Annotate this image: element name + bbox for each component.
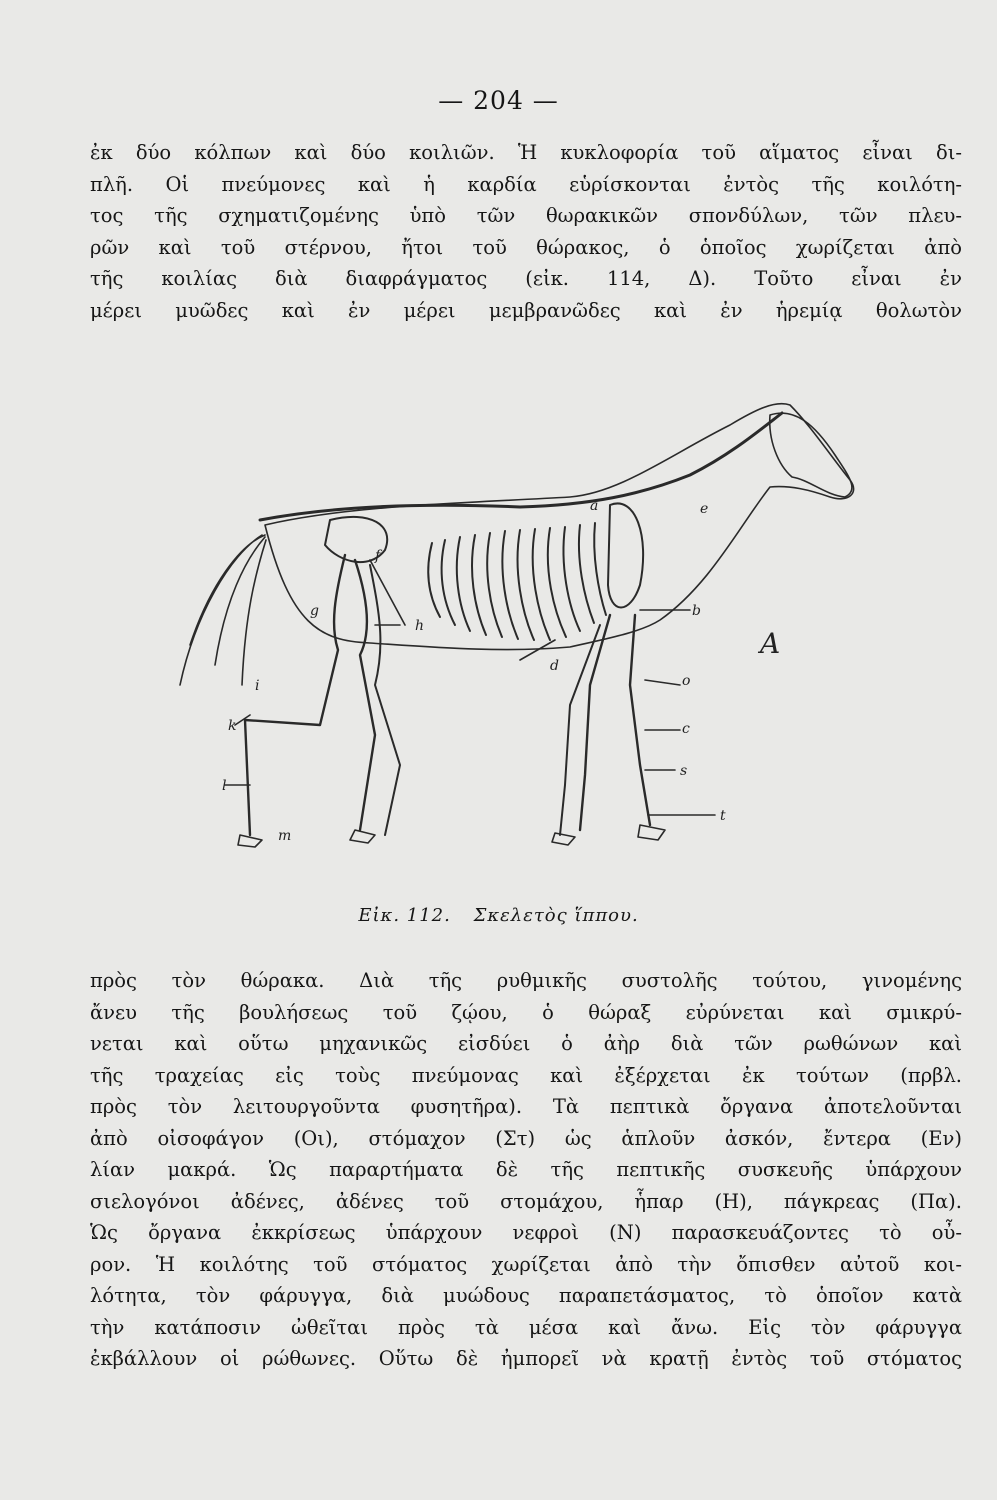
label-g: g	[310, 603, 319, 619]
text-line: ἐκβάλλουν οἱ ρώθωνες. Οὕτω δὲ ἠμπορεῖ νὰ κρατῇ ἐντὸς τοῦ στόματος	[90, 1347, 962, 1370]
hoof	[238, 825, 665, 847]
fore-leg	[580, 615, 650, 830]
body-outline	[265, 404, 854, 650]
caption-text: Σκελετὸς ἵππου.	[473, 905, 639, 926]
horse-skeleton-illustration	[170, 385, 870, 885]
label-e: e	[700, 501, 709, 517]
tail	[180, 535, 266, 685]
text-line: τὴν κατάποσιν ὠθεῖται πρὸς τὰ μέσα καὶ ἄνω. Εἰς τὸν φάρυγγα	[90, 1315, 962, 1339]
text-line: τῆς κοιλίας διὰ διαφράγματος (εἰκ. 114, Δ). Τοῦτο εἶναι ἐν	[90, 267, 962, 290]
label-s: s	[680, 763, 688, 779]
label-b: b	[692, 603, 701, 619]
text-line: πρὸς τὸν θώρακα. Διὰ τῆς ρυθμικῆς συστολῆς τούτου, γινομένης	[90, 969, 962, 992]
figure-letter-a: A	[760, 627, 781, 660]
text-line: πλῆ. Οἱ πνεύμονες καὶ ἡ καρδία εὑρίσκονται ἐντὸς τῆς κοιλότη-	[90, 172, 962, 196]
label-i: i	[255, 678, 260, 694]
caption-number: Εἰκ. 112.	[358, 905, 451, 926]
hind-leg-far	[370, 565, 400, 835]
hind-leg	[245, 555, 375, 835]
label-d: d	[550, 658, 559, 674]
ribcage	[428, 523, 606, 640]
text-line: ἀπὸ οἰσοφάγον (Οι), στόμαχον (Στ) ὡς ἁπλοῦν ἀσκόν, ἔντερα (Εν)	[90, 1126, 962, 1150]
top-paragraph	[90, 137, 962, 326]
text-line: τος τῆς σχηματιζομένης ὑπὸ τῶν θωρακικῶν σπονδύλων, τῶν πλευ-	[90, 204, 962, 227]
label-o: o	[682, 673, 691, 689]
label-f: f	[375, 548, 381, 564]
label-m: m	[278, 828, 292, 844]
label-h: h	[415, 618, 425, 634]
text-line: πρὸς τὸν λειτουργοῦντα φυσητῆρα). Τὰ πεπτικὰ ὄργανα ἀποτελοῦνται	[90, 1095, 962, 1118]
bottom-paragraph	[90, 965, 962, 1375]
text-line: ρῶν καὶ τοῦ στέρνου, ἤτοι τοῦ θώρακος, ὁ ὁποῖος χωρίζεται ἀπὸ	[90, 235, 962, 259]
text-line: ἐκ δύο κόλπων καὶ δύο κοιλιῶν. Ἡ κυκλοφορία τοῦ αἵματος εἶναι δι-	[90, 141, 962, 164]
text-line: σιελογόνοι ἀδένες, ἀδένες τοῦ στομάχου, ἧπαρ (Η), πάγκρεας (Πα).	[90, 1189, 962, 1213]
text-line: νεται καὶ οὕτω μηχανικῶς εἰσδύει ὁ ἀὴρ διὰ τῶν ρωθώνων καὶ	[90, 1032, 962, 1055]
text-line: Ὡς ὄργανα ἐκκρίσεως ὑπάρχουν νεφροὶ (Ν) παρασκευάζοντες τὸ οὖ-	[90, 1221, 962, 1244]
text-line: λότητα, τὸν φάρυγγα, διὰ μυώδους παραπετάσματος, τὸ ὁποῖον κατὰ	[90, 1284, 962, 1307]
skull	[770, 413, 852, 497]
text-line: ρον. Ἡ κοιλότης τοῦ στόματος χωρίζεται ἀπὸ τὴν ὄπισθεν αὐτοῦ κοι-	[90, 1252, 962, 1276]
text-line: λίαν μακρά. Ὡς παραρτήματα δὲ τῆς πεπτικῆς συσκευῆς ὑπάρχουν	[90, 1158, 962, 1181]
figure-caption	[0, 905, 997, 926]
fore-leg-far	[560, 625, 600, 835]
text-line: μέρει μυῶδες καὶ ἐν μέρει μεμβρανῶδες καὶ ἐν ἡρεμίᾳ θολωτὸν	[90, 298, 962, 322]
label-k: k	[228, 718, 237, 734]
scapula	[608, 503, 643, 607]
label-a: a	[590, 498, 599, 514]
label-t: t	[720, 808, 726, 824]
text-line: ἄνευ τῆς βουλήσεως τοῦ ζῴου, ὁ θώραξ εὐρύνεται καὶ σμικρύ-	[90, 1000, 962, 1024]
text-line: τῆς τραχείας εἰς τοὺς πνεύμονας καὶ ἐξέρχεται ἐκ τούτων (πρβλ.	[90, 1063, 962, 1087]
page-number: — 204 —	[438, 86, 559, 115]
horse-skeleton-figure	[170, 385, 870, 885]
label-c: c	[682, 721, 690, 737]
label-l: l	[222, 778, 227, 794]
